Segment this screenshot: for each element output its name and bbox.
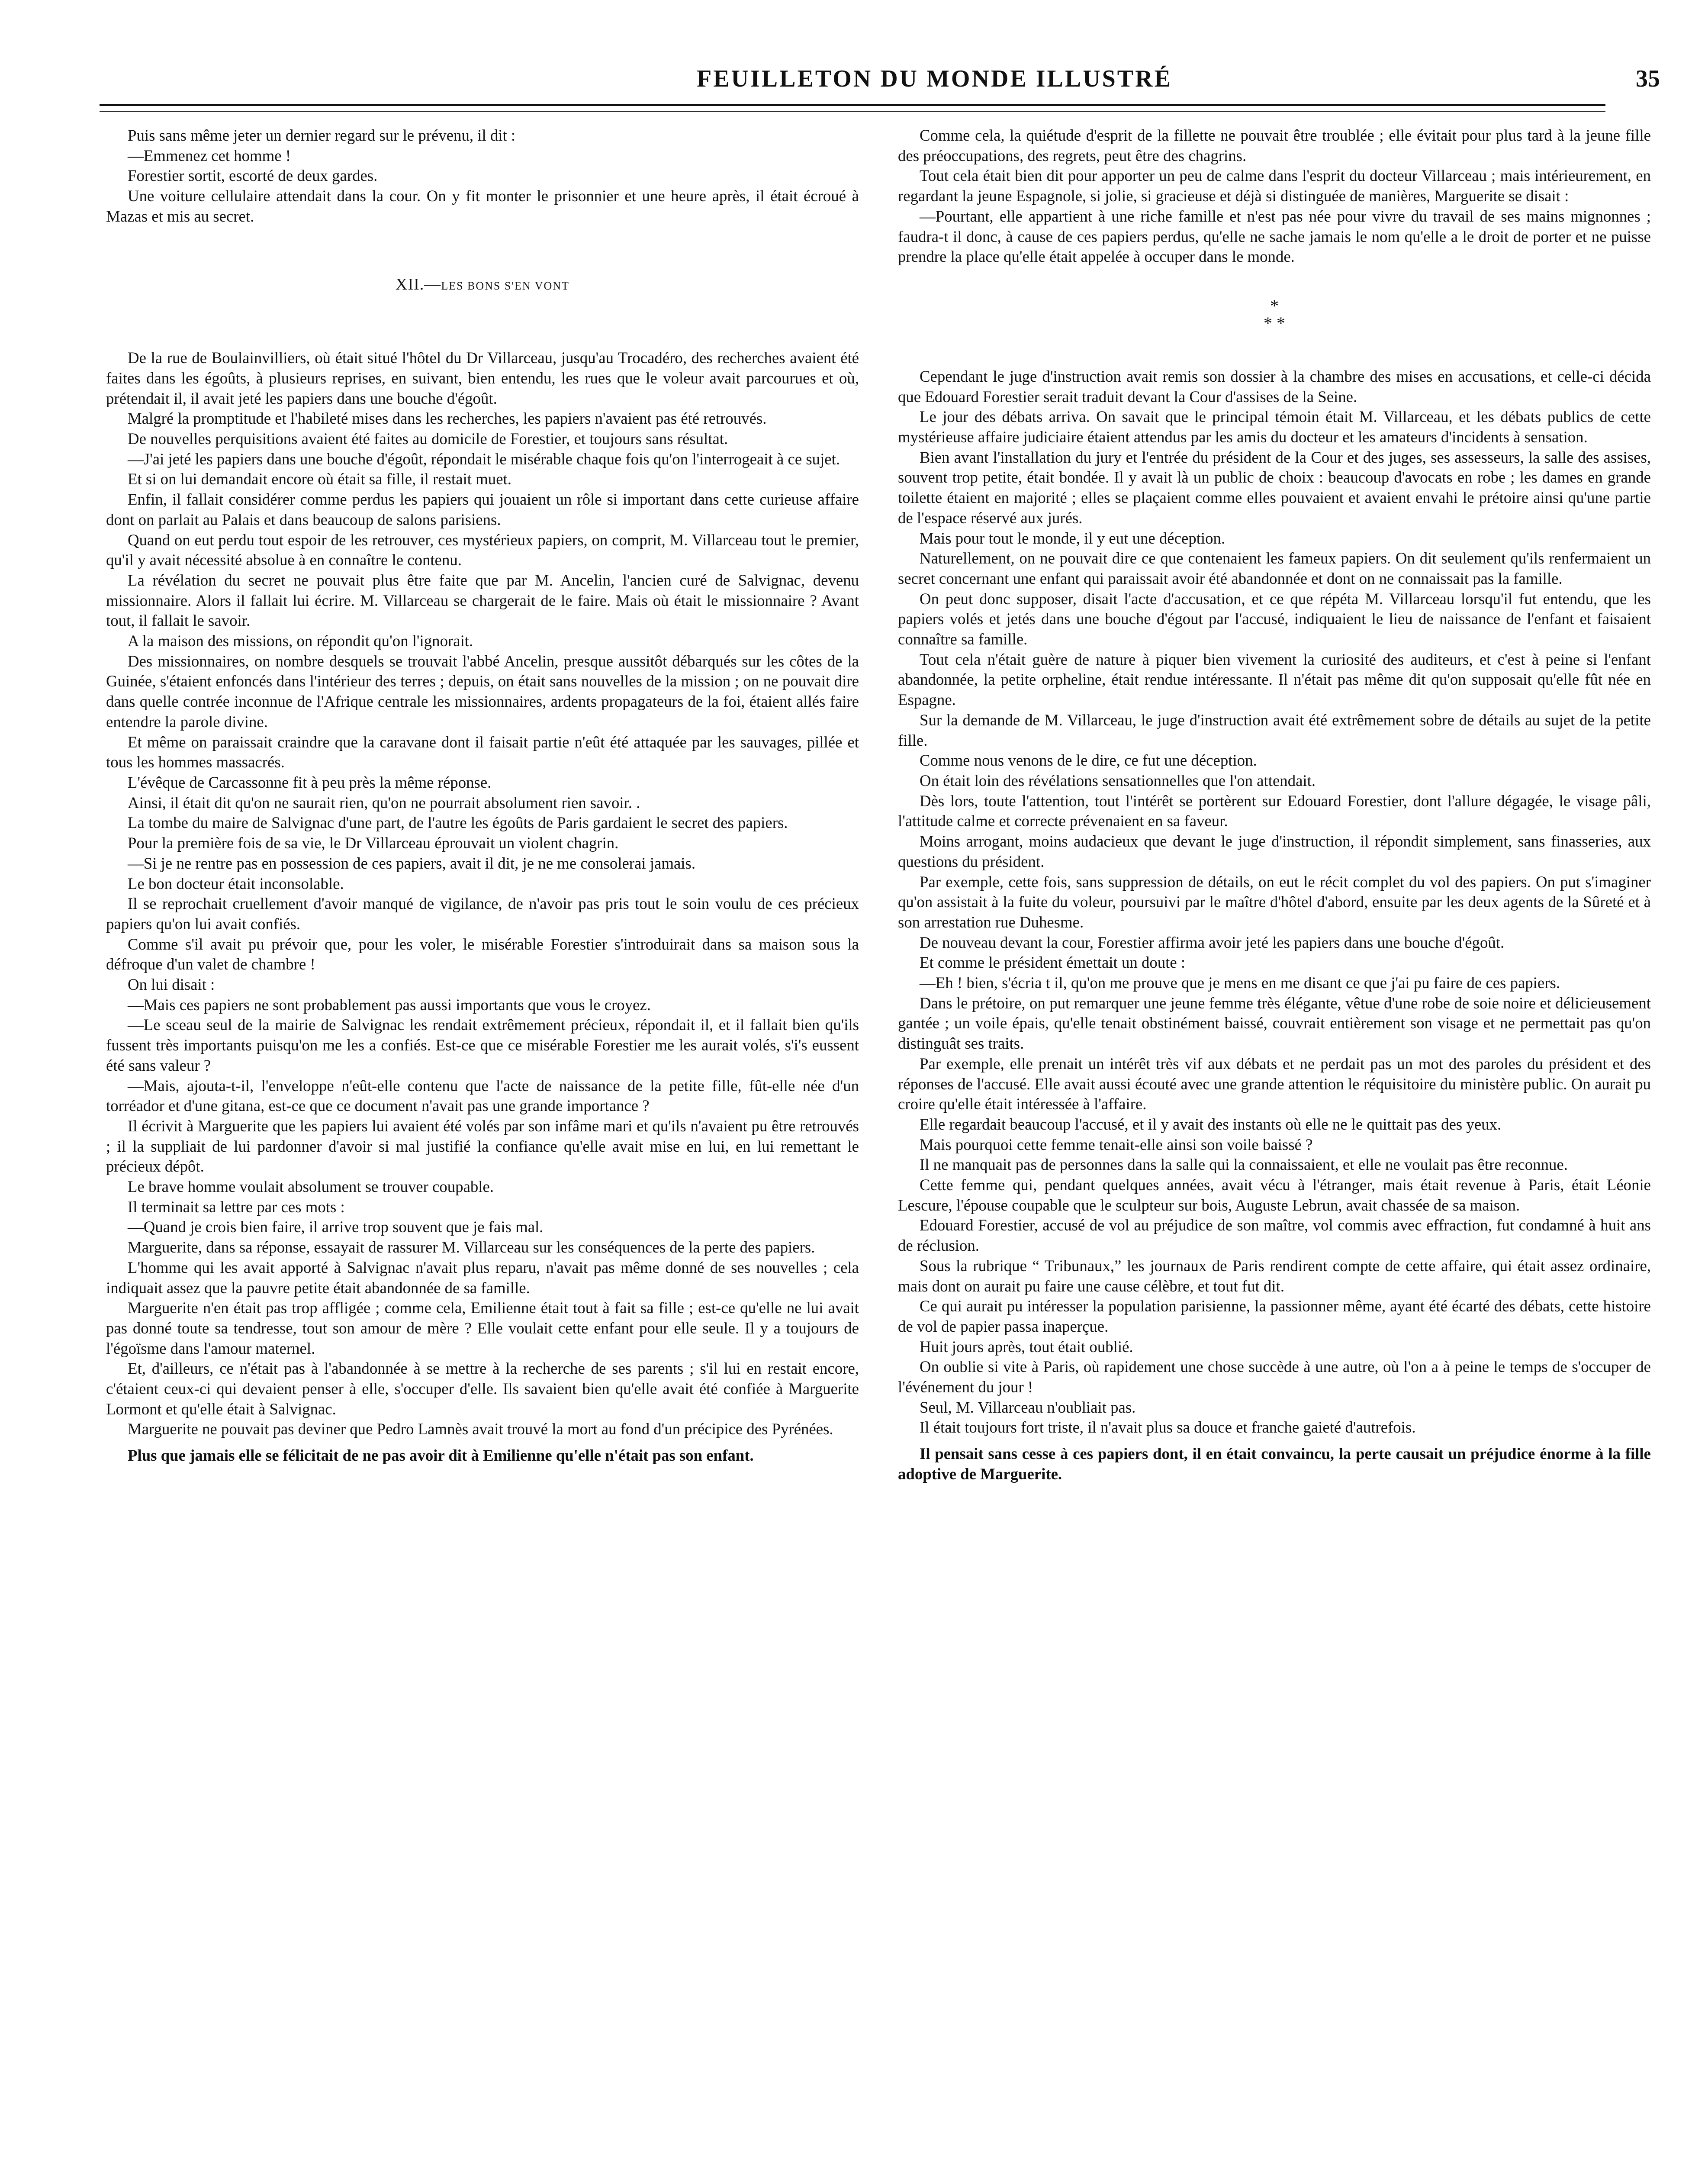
paragraph: Et comme le président émettait un doute :	[920, 953, 1186, 972]
paragraph: La révélation du secret ne pouvait plus être faite que par M. Ancelin, l'ancien curé de Salvignac, devenu missionnaire. Alors il fallait lui écrire. M. Villarceau se chargerait de le faire. Mais où était le missionnaire ? Avant tout, il fallait le savoir.	[106, 571, 859, 630]
paragraph: Edouard Forestier, accusé de vol au préjudice de son maître, vol commis avec effraction, fut condamné à huit ans de réclusion.	[898, 1216, 1651, 1255]
paragraph: A la maison des missions, on répondit qu'on l'ignorait.	[128, 632, 473, 650]
page-header	[100, 65, 1708, 117]
paragraph: Quand on eut perdu tout espoir de les retrouver, ces mystérieux papiers, on comprit, M. Villarceau tout le premier, qu'il y avait nécessité absolue à en connaître le contenu.	[106, 531, 859, 569]
paragraph: Le bon docteur était inconsolable.	[128, 874, 344, 892]
paragraph: Moins arrogant, moins audacieux que devant le juge d'instruction, il répondit simplement, sans finasseries, aux questions du président.	[898, 832, 1651, 870]
right-column	[898, 126, 1651, 2164]
paragraph: De nouveau devant la cour, Forestier affirma avoir jeté les papiers dans une bouche d'égoût.	[920, 933, 1505, 951]
paragraph: Tout cela était bien dit pour apporter un peu de calme dans l'esprit du docteur Villarceau ; mais intérieurement, en regardant la jeune Espagnole, si jolie, si gracieuse et déjà si distinguée de manières, Marguerite se disait :	[898, 167, 1651, 205]
paragraph: Le brave homme voulait absolument se trouver coupable.	[128, 1178, 494, 1196]
paragraph: Marguerite ne pouvait pas deviner que Pedro Lamnès avait trouvé la mort au fond d'un précipice des Pyrénées.	[128, 1420, 833, 1438]
paragraph: On lui disait :	[128, 976, 215, 994]
paragraph: Ce qui aurait pu intéresser la population parisienne, la passionner même, ayant été écarté des débats, cette histoire de vol de papier passa inaperçue.	[898, 1297, 1651, 1335]
paragraph: Sous la rubrique “ Tribunaux,” les journaux de Paris rendirent compte de cette affaire, qui était assez ordinaire, mais dont on aurait pu faire une cause célèbre, et tout fut dit.	[898, 1256, 1651, 1295]
header-rule-thick	[100, 104, 1605, 106]
paragraph: Marguerite, dans sa réponse, essayait de rassurer M. Villarceau sur les conséquences de la perte des papiers.	[128, 1238, 815, 1256]
paragraph: Il terminait sa lettre par ces mots :	[128, 1198, 345, 1216]
paragraph: Cependant le juge d'instruction avait remis son dossier à la chambre des mises en accusations, et celle-ci décida que Edouard Forestier serait traduit devant la Cour d'assises de la Seine.	[898, 367, 1651, 406]
paragraph: Mais pourquoi cette femme tenait-elle ainsi son voile baissé ?	[920, 1135, 1313, 1153]
header-rule-thin	[100, 111, 1605, 112]
chapter-title: LES BONS S'EN VONT	[441, 279, 569, 292]
paragraph: Elle regardait beaucoup l'accusé, et il y avait des instants où elle ne le quittait pas des yeux.	[920, 1115, 1502, 1133]
paragraph: Comme cela, la quiétude d'esprit de la fillette ne pouvait être troublée ; elle évitait pour plus tard à la jeune fille des préoccupations, des regrets, peut être des chagrins.	[898, 126, 1651, 164]
paragraph: On oublie si vite à Paris, où rapidement une chose succède à une autre, où l'on a à peine le temps de s'occuper de l'événement du jour !	[898, 1358, 1651, 1396]
paragraph: Une voiture cellulaire attendait dans la cour. On y fit monter le prisonnier et une heure après, il était écroué à Mazas et mis au secret.	[106, 187, 859, 225]
paragraph: Et si on lui demandait encore où était sa fille, il restait muet.	[128, 470, 511, 488]
paragraph: —Emmenez cet homme !	[128, 146, 291, 164]
paragraph: Bien avant l'installation du jury et l'entrée du président de la Cour et des juges, ses assesseurs, la salle des assises, souvent trop petite, était bondée. Il y avait là un public de choix : beaucoup d'avocats en robe ; les dames en grande toilette étaient en majorité ; elles se plaçaient comme elles pouvaient et avaient envahi le prétoire ainsi qu'une partie de l'espace réservé aux jurés.	[898, 448, 1651, 527]
paragraph: La tombe du maire de Salvignac d'une part, de l'autre les égoûts de Paris gardaient le secret des papiers.	[128, 814, 788, 832]
paragraph: Dans le prétoire, on put remarquer une jeune femme très élégante, vêtue d'une robe de soie noire et délicieusement gantée ; un voile épais, qu'elle tenait obstinément baissé, couvrait entièrement son visage et ne permettait pas qu'on distinguât ses traits.	[898, 994, 1651, 1053]
paragraph: Marguerite n'en était pas trop affligée ; comme cela, Emilienne était tout à fait sa fille ; est-ce qu'elle ne lui avait pas donné toute sa tendresse, tout son amour de mère ? Elle voulait cette enfant pour elle seule. Il y a toujours de l'égoïsme dans l'amour maternel.	[106, 1299, 859, 1357]
paragraph: Huit jours après, tout était oublié.	[920, 1337, 1133, 1356]
asterisk-bottom: * *	[1264, 313, 1285, 333]
paragraph: Le jour des débats arriva. On savait que le principal témoin était M. Villarceau, et les débats publics de cette mystérieuse affaire judiciaire étaient attendus par les amis du docteur et les amateurs d'incidents à sensation.	[898, 408, 1651, 446]
paragraph: Par exemple, elle prenait un intérêt très vif aux débats et ne perdait pas un mot des paroles du président et des réponses de l'accusé. Elle avait aussi écouté avec une grande attention le réquisitoire du ministère public. On aurait pu croire qu'elle était intéressée à l'affaire.	[898, 1054, 1651, 1113]
paragraph: Il ne manquait pas de personnes dans la salle qui la connaissaient, et elle ne voulait pas être reconnue.	[920, 1156, 1568, 1174]
paragraph: Tout cela n'était guère de nature à piquer bien vivement la curiosité des auditeurs, et c'est à peine si l'enfant abandonnée, la petite orpheline, était rendue intéressante. Il n'était pas même dit qu'on supposait qu'elle fût née en Espagne.	[898, 650, 1651, 709]
paragraph: L'homme qui les avait apporté à Salvignac n'avait plus reparu, n'avait pas même donné de ses nouvelles ; cela indiquait assez que la pauvre petite était abandonnée de sa famille.	[106, 1258, 859, 1297]
paragraph: Pour la première fois de sa vie, le Dr Villarceau éprouvait un violent chagrin.	[128, 834, 619, 852]
paragraph: Et, d'ailleurs, ce n'était pas à l'abandonnée à se mettre à la recherche de ses parents ; s'il lui en restait encore, c'étaient ceux-ci qui devaient penser à elle, s'occuper d'elle. Ils savaient bien qu'elle avait été confiée à Marguerite Lormont et qu'elle était à Salvignac.	[106, 1359, 859, 1418]
paragraph: Il écrivit à Marguerite que les papiers lui avaient été volés par son infâme mari et qu'ils n'avaient pu être retrouvés ; il la suppliait de lui pardonner d'avoir si mal justifié la confiance qu'elle avait mise en lui, en lui remettant le précieux dépôt.	[106, 1117, 859, 1175]
paragraph: On était loin des révélations sensationnelles que l'on attendait.	[920, 771, 1316, 789]
paragraph: Comme s'il avait pu prévoir que, pour les voler, le misérable Forestier s'introduirait dans sa maison sous la défroque d'un valet de chambre !	[106, 935, 859, 973]
paragraph: Il était toujours fort triste, il n'avait plus sa douce et franche gaieté d'autrefois.	[920, 1418, 1416, 1436]
page-number: 35	[1636, 65, 1660, 92]
paragraph: —Mais ces papiers ne sont probablement pas aussi importants que vous le croyez.	[128, 995, 651, 1014]
paragraph: —Pourtant, elle appartient à une riche famille et n'est pas née pour vivre du travail de ses mains mignonnes ; faudra-t il donc, à cause de ces papiers perdus, qu'elle ne sache jamais le nom qu'elle a le droit de porter et ne puisse prendre la place qu'elle était appelée à occuper dans le monde.	[898, 207, 1651, 266]
paragraph: Ainsi, il était dit qu'on ne saurait rien, qu'on ne pourrait absolument rien savoir. .	[128, 793, 640, 812]
paragraph: Seul, M. Villarceau n'oubliait pas.	[920, 1398, 1136, 1416]
paragraph: Puis sans même jeter un dernier regard sur le prévenu, il dit :	[128, 126, 516, 144]
left-column	[106, 126, 859, 2164]
paragraph: De nouvelles perquisitions avaient été faites au domicile de Forestier, et toujours sans résultat.	[128, 430, 728, 448]
paragraph: —Quand je crois bien faire, il arrive trop souvent que je fais mal.	[128, 1218, 544, 1236]
chapter-number: XII.—	[396, 275, 441, 293]
paragraph: —Mais, ajouta-t-il, l'enveloppe n'eût-elle contenu que l'acte de naissance de la petite fille, fût-elle née d'un torréador et d'une gitana, est-ce que ce document n'avait pas une grande importance ?	[106, 1076, 859, 1115]
paragraph: Naturellement, on ne pouvait dire ce que contenaient les fameux papiers. On dit seulement qu'ils renfermaient un secret concernant une enfant qui paraissait avoir été abandonnée et dont on ne connaissait pas la famille.	[898, 549, 1651, 587]
section-separator-asterisks	[898, 297, 1651, 332]
paragraph: Comme nous venons de le dire, ce fut une déception.	[920, 751, 1257, 770]
paragraph: De la rue de Boulainvilliers, où était situé l'hôtel du Dr Villarceau, jusqu'au Trocadéro, des recherches avaient été faites dans les égoûts, à plusieurs reprises, en suivant, bien entendu, les rues que le voleur avait parcourues et où, prétendait il, il avait jeté les papiers dans une bouche d'égoût.	[106, 349, 859, 407]
paragraph: Et même on paraissait craindre que la caravane dont il faisait partie n'eût été attaquée par les sauvages, pillée et tous les hommes massacrés.	[106, 733, 859, 771]
paragraph: —Le sceau seul de la mairie de Salvignac les rendait extrêmement précieux, répondait il, et il fallait bien qu'ils fussent très importants puisqu'on me les a confiés. Est-ce que ce misérable Forestier me les aurait volés, s'i's eussent été sans valeur ?	[106, 1016, 859, 1074]
paragraph: Par exemple, cette fois, sans suppression de détails, on eut le récit complet du vol des papiers. On put s'imaginer qu'on assistait à la fuite du voleur, poursuivi par le maître d'hôtel d'abord, ensuite par les deux agents de la Sûreté et à son arrestation rue Duhesme.	[898, 873, 1651, 931]
paragraph: —Si je ne rentre pas en possession de ces papiers, avait il dit, je ne me consolerai jamais.	[128, 854, 696, 872]
running-title: FEUILLETON DU MONDE ILLUSTRÉ	[697, 65, 1172, 92]
paragraph: Enfin, il fallait considérer comme perdus les papiers qui jouaient un rôle si important dans cette curieuse affaire dont on parlait au Palais et dans beaucoup de salons parisiens.	[106, 490, 859, 528]
paragraph: Il se reprochait cruellement d'avoir manqué de vigilance, de n'avoir pas pris tout le soin voulu de ces précieux papiers qu'on lui avait confiés.	[106, 895, 859, 933]
paragraph: Il pensait sans cesse à ces papiers dont, il en était convaincu, la perte causait un préjudice énorme à la fille adoptive de Marguerite.	[898, 1445, 1651, 1483]
paragraph: Plus que jamais elle se félicitait de ne pas avoir dit à Emilienne qu'elle n'était pas son enfant.	[128, 1446, 754, 1465]
paragraph: Malgré la promptitude et l'habileté mises dans les recherches, les papiers n'avaient pas été retrouvés.	[128, 409, 767, 428]
paragraph: Sur la demande de M. Villarceau, le juge d'instruction avait été extrêmement sobre de détails au sujet de la petite fille.	[898, 711, 1651, 749]
paragraph: Forestier sortit, escorté de deux gardes.	[128, 167, 378, 185]
paragraph: Des missionnaires, on nombre desquels se trouvait l'abbé Ancelin, presque aussitôt débarqués sur les côtes de la Guinée, s'étaient enfoncés dans l'intérieur des terres ; depuis, on était sans nouvelles de la mission ; on ne pouvait dire dans quelle contrée inconnue de l'Afrique centrale les missionnaires, ardents propagateurs de la foi, étaient allés faire entendre la parole divine.	[106, 652, 859, 731]
paragraph: Cette femme qui, pendant quelques années, avait vécu à l'étranger, mais était revenue à Paris, était Léonie Lescure, l'épouse coupable que le sculpteur sur bois, Auguste Lebrun, avait chassée de sa maison.	[898, 1176, 1651, 1214]
paragraph: On peut donc supposer, disait l'acte d'accusation, et ce que répéta M. Villarceau lorsqu'il fut entendu, que les papiers volés et jetés dans une bouche d'égout par l'accusé, indiquaient le lieu de naissance de l'enfant et faisaient connaître sa famille.	[898, 589, 1651, 648]
paragraph: Dès lors, toute l'attention, tout l'intérêt se portèrent sur Edouard Forestier, dont l'allure dégagée, le visage pâli, l'attitude calme et correcte prévenaient en sa faveur.	[898, 792, 1651, 830]
chapter-heading	[106, 274, 859, 296]
paragraph: L'évêque de Carcassonne fit à peu près la même réponse.	[128, 773, 492, 791]
paragraph: —Eh ! bien, s'écria t il, qu'on me prouve que je mens en me disant ce que j'ai pu faire de ces papiers.	[920, 974, 1560, 992]
paragraph: Mais pour tout le monde, il y eut une déception.	[920, 529, 1226, 547]
paragraph: —J'ai jeté les papiers dans une bouche d'égoût, répondait le misérable chaque fois qu'on l'interrogeait à ce sujet.	[128, 450, 840, 468]
asterisk-top: *	[1270, 296, 1279, 316]
